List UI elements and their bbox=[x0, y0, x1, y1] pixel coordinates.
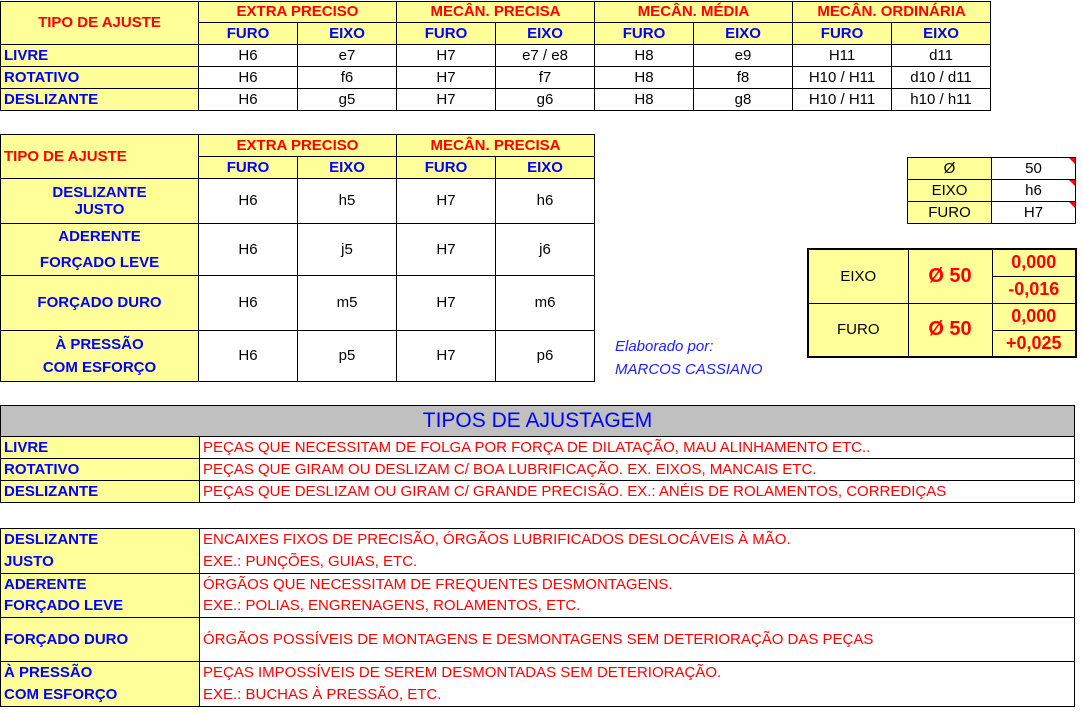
sub-header: EIXO bbox=[892, 23, 991, 45]
cell[interactable]: H6 bbox=[199, 45, 298, 67]
cell[interactable]: m5 bbox=[298, 276, 397, 331]
result-furo-upper: 0,000 bbox=[992, 303, 1076, 330]
row-description: PEÇAS QUE NECESSITAM DE FOLGA POR FORÇA DE DILATAÇÃO, MAU ALINHAMENTO ETC.. bbox=[200, 437, 1075, 459]
cell[interactable]: H6 bbox=[199, 179, 298, 224]
cell[interactable]: f7 bbox=[496, 67, 595, 89]
row-label: DESLIZANTE JUSTO bbox=[1, 529, 200, 574]
row-description: ÓRGÃOS QUE NECESSITAM DE FREQUENTES DESMONTAGENS. EXE.: POLIAS, ENGRENAGENS, ROLAMENTOS, ETC. bbox=[200, 573, 1075, 618]
table-row bbox=[1, 618, 1075, 662]
diameter-input[interactable]: 50 bbox=[992, 158, 1076, 180]
row-label: ROTATIVO bbox=[1, 459, 200, 481]
row-description: PEÇAS QUE GIRAM OU DESLIZAM C/ BOA LUBRIFICAÇÃO. EX. EIXOS, MANCAIS ETC. bbox=[200, 459, 1075, 481]
table-row bbox=[1, 224, 595, 276]
fit-table-general bbox=[0, 1, 991, 111]
row-label: ADERENTE FORÇADO LEVE bbox=[1, 573, 200, 618]
group-header: MECÂN. MÉDIA bbox=[595, 2, 793, 23]
group-header: MECÂN. PRECISA bbox=[397, 135, 595, 157]
table-row bbox=[1, 89, 991, 111]
result-eixo-diameter: Ø 50 bbox=[908, 249, 992, 303]
cell[interactable]: j6 bbox=[496, 224, 595, 276]
cell[interactable]: H8 bbox=[595, 45, 694, 67]
table2-corner: TIPO DE AJUSTE bbox=[1, 135, 199, 179]
row-description: ÓRGÃOS POSSÍVEIS DE MONTAGENS E DESMONTAGENS SEM DETERIORAÇÃO DAS PEÇAS bbox=[200, 618, 1075, 662]
table-row bbox=[1, 573, 1075, 618]
row-label: FORÇADO DURO bbox=[1, 276, 199, 331]
group-header: MECÂN. ORDINÁRIA bbox=[793, 2, 991, 23]
result-furo-diameter: Ø 50 bbox=[908, 303, 992, 357]
result-eixo-lower: -0,016 bbox=[992, 276, 1076, 303]
cell[interactable]: j5 bbox=[298, 224, 397, 276]
sub-header: EIXO bbox=[496, 157, 595, 179]
sub-header: EIXO bbox=[298, 157, 397, 179]
row-label: FORÇADO DURO bbox=[1, 618, 200, 662]
cell[interactable]: g8 bbox=[694, 89, 793, 111]
cell[interactable]: g6 bbox=[496, 89, 595, 111]
row-description: PEÇAS QUE DESLIZAM OU GIRAM C/ GRANDE PRECISÃO. EX.: ANÉIS DE ROLAMENTOS, CORREDIÇAS bbox=[200, 481, 1075, 503]
interference-types-table bbox=[0, 528, 1075, 707]
result-eixo-upper: 0,000 bbox=[992, 249, 1076, 276]
sub-header: FURO bbox=[397, 157, 496, 179]
sub-header: FURO bbox=[595, 23, 694, 45]
cell[interactable]: H6 bbox=[199, 224, 298, 276]
cell[interactable]: H7 bbox=[397, 276, 496, 331]
cell[interactable]: e7 / e8 bbox=[496, 45, 595, 67]
table1-corner: TIPO DE AJUSTE bbox=[1, 2, 199, 45]
cell[interactable]: h5 bbox=[298, 179, 397, 224]
table-row bbox=[1, 662, 1075, 707]
section-title: TIPOS DE AJUSTAGEM bbox=[1, 406, 1075, 437]
row-description: PEÇAS IMPOSSÍVEIS DE SEREM DESMONTADAS SEM DETERIORAÇÃO. EXE.: BUCHAS À PRESSÃO, ETC. bbox=[200, 662, 1075, 707]
cell[interactable]: p6 bbox=[496, 331, 595, 382]
cell[interactable]: m6 bbox=[496, 276, 595, 331]
row-description: ENCAIXES FIXOS DE PRECISÃO, ÓRGÃOS LUBRIFICADOS DESLOCÁVEIS À MÃO. EXE.: PUNÇÕES, GUIAS, ETC. bbox=[200, 529, 1075, 574]
cell[interactable]: H6 bbox=[199, 331, 298, 382]
cell[interactable]: e9 bbox=[694, 45, 793, 67]
result-furo-label: FURO bbox=[808, 303, 908, 357]
row-label: À PRESSÃO COM ESFORÇO bbox=[1, 662, 200, 707]
row-label: ROTATIVO bbox=[1, 67, 199, 89]
cell[interactable]: H8 bbox=[595, 67, 694, 89]
table-row bbox=[1, 459, 1075, 481]
sub-header: EIXO bbox=[694, 23, 793, 45]
cell[interactable]: H7 bbox=[397, 67, 496, 89]
table-row bbox=[1, 331, 595, 382]
cell[interactable]: h6 bbox=[496, 179, 595, 224]
cell[interactable]: H11 bbox=[793, 45, 892, 67]
result-furo-lower: +0,025 bbox=[992, 330, 1076, 357]
row-label: ADERENTE FORÇADO LEVE bbox=[1, 224, 199, 276]
input-label-diameter: Ø bbox=[908, 158, 992, 180]
cell[interactable]: H7 bbox=[397, 179, 496, 224]
row-label: DESLIZANTE JUSTO bbox=[1, 179, 199, 224]
cell[interactable]: H7 bbox=[397, 224, 496, 276]
row-label: DESLIZANTE bbox=[1, 89, 199, 111]
group-header: EXTRA PRECISO bbox=[199, 2, 397, 23]
cell[interactable]: d10 / d11 bbox=[892, 67, 991, 89]
row-label: À PRESSÃO COM ESFORÇO bbox=[1, 331, 199, 382]
table-row bbox=[1, 67, 991, 89]
sub-header: FURO bbox=[199, 157, 298, 179]
cell[interactable]: e7 bbox=[298, 45, 397, 67]
cell[interactable]: p5 bbox=[298, 331, 397, 382]
cell[interactable]: H10 / H11 bbox=[793, 67, 892, 89]
sub-header: FURO bbox=[793, 23, 892, 45]
cell[interactable]: H10 / H11 bbox=[793, 89, 892, 111]
table-row bbox=[1, 529, 1075, 574]
cell[interactable]: H7 bbox=[397, 331, 496, 382]
credit-line1: Elaborado por: bbox=[615, 338, 714, 355]
sub-header: EIXO bbox=[298, 23, 397, 45]
cell[interactable]: H6 bbox=[199, 89, 298, 111]
input-box bbox=[907, 157, 1076, 224]
group-header: EXTRA PRECISO bbox=[199, 135, 397, 157]
table-row bbox=[1, 276, 595, 331]
table-row bbox=[1, 437, 1075, 459]
cell[interactable]: f6 bbox=[298, 67, 397, 89]
input-label-furo: FURO bbox=[908, 202, 992, 224]
credit-author: MARCOS CASSIANO bbox=[615, 361, 763, 378]
sub-header: FURO bbox=[199, 23, 298, 45]
table-row bbox=[1, 179, 595, 224]
sub-header: EIXO bbox=[496, 23, 595, 45]
row-label: DESLIZANTE bbox=[1, 481, 200, 503]
cell[interactable]: H6 bbox=[199, 276, 298, 331]
cell[interactable]: H7 bbox=[397, 89, 496, 111]
cell[interactable]: g5 bbox=[298, 89, 397, 111]
cell[interactable]: f8 bbox=[694, 67, 793, 89]
fit-table-interference bbox=[0, 134, 595, 382]
tolerance-result bbox=[807, 248, 1077, 358]
cell[interactable]: H8 bbox=[595, 89, 694, 111]
group-header: MECÂN. PRECISA bbox=[397, 2, 595, 23]
result-eixo-label: EIXO bbox=[808, 249, 908, 303]
row-label: LIVRE bbox=[1, 45, 199, 67]
adjustment-types-table bbox=[0, 405, 1075, 503]
cell[interactable]: H7 bbox=[397, 45, 496, 67]
input-label-eixo: EIXO bbox=[908, 180, 992, 202]
furo-input[interactable]: H7 bbox=[992, 202, 1076, 224]
eixo-input[interactable]: h6 bbox=[992, 180, 1076, 202]
table-row bbox=[1, 481, 1075, 503]
row-label: LIVRE bbox=[1, 437, 200, 459]
cell[interactable]: d11 bbox=[892, 45, 991, 67]
cell[interactable]: h10 / h11 bbox=[892, 89, 991, 111]
cell[interactable]: H6 bbox=[199, 67, 298, 89]
sub-header: FURO bbox=[397, 23, 496, 45]
table-row bbox=[1, 45, 991, 67]
